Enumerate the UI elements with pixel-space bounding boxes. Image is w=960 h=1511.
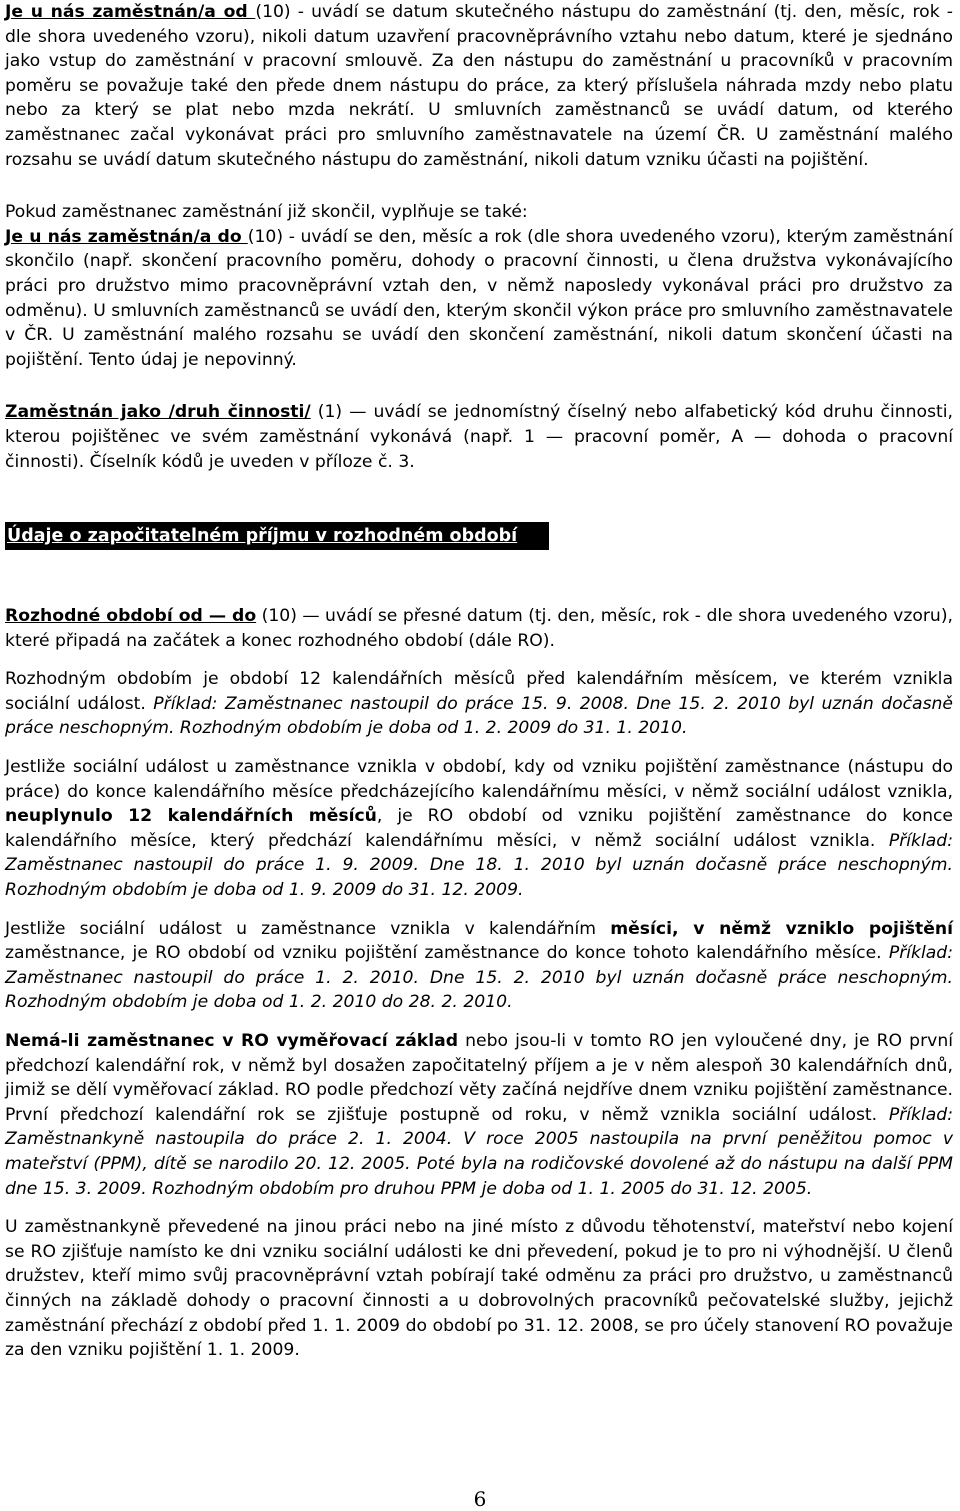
paragraph-no-assessment-base bbox=[5, 1029, 953, 1201]
paragraph-less-than-12-months bbox=[5, 755, 953, 903]
no-assessment-base-bold: Nemá-li zaměstnanec v RO vyměřovací základ bbox=[5, 1031, 459, 1051]
paragraph-decisive-period-definition bbox=[5, 667, 953, 741]
paragraph-employment-ended-intro bbox=[5, 200, 953, 225]
transferred-employee-text: U zaměstnankyně převedené na jinou práci nebo na jiné místo z důvodu těhotenství, mateřství nebo kojení se RO zjišťuje namísto ke dni vzniku sociální události ke dni převedení, pokud je to pro ni výhodnější. U členů družstev, kteří mimo svůj pracovněprávní vztah pobírají také odměnu za práci pro družstvo, u zaměstnanců činných na základě dohody o pracovní činnosti a u dobrovolných pracovníků pečovatelské služby, jejichž zaměstnání přechází z období před 1. 1. 2009 do období po 31. 12. 2008, se pro účely stanovení RO považuje za den vzniku pojištění 1. 1. 2009. bbox=[5, 1217, 953, 1361]
term-employed-until: Je u nás zaměstnán/a do bbox=[5, 226, 248, 247]
document-page bbox=[5, 0, 953, 1363]
definition-example: Příklad: Zaměstnanec nastoupil do práce 15. 9. 2008. Dne 15. 2. 2010 byl uznán dočasně práce neschopným. Rozhodným obdobím je doba od 1. 2. 2009 do 31. 1. 2010. bbox=[5, 693, 953, 739]
same-month-text-b: zaměstnance, je RO období od vzniku pojištění zaměstnance do konce tohoto kalendářního měsíce. bbox=[5, 943, 889, 964]
less-than-12-bold: neuplynulo 12 kalendářních měsíců bbox=[5, 806, 377, 827]
same-month-text-a: Jestliže sociální událost u zaměstnance vznikla v kalendářním bbox=[5, 918, 611, 939]
employed-from-text: (10) - uvádí se datum skutečného nástupu do zaměstnání (tj. den, měsíc, rok - dle shora uvedeného vzoru), nikoli datum uzavření pracovněprávního vztahu nebo datum, které je sjednáno jako vstup do zaměstnání v pracovní smlouvě. Za den nástupu do zaměstnání u pracovníků v pracovním poměru se považuje také den přede dnem nástupu do práce, za který příslušela náhrada mzdy nebo platu nebo za který se plat nebo mzda nekrátí. U smluvních zaměstnanců se uvádí datum, od kterého zaměstnanec začal vykonávat práci pro smluvního zaměstnavatele na území ČR. U zaměstnání malého rozsahu se uvádí datum skutečného nástupu do zaměstnání, nikoli datum vzniku účasti na pojištění. bbox=[5, 2, 953, 170]
paragraph-activity-type bbox=[5, 400, 953, 474]
employment-ended-intro: Pokud zaměstnanec zaměstnání již skončil, vyplňuje se také: bbox=[5, 202, 528, 223]
term-decisive-period: Rozhodné období od — do bbox=[5, 606, 257, 627]
term-activity-type: Zaměstnán jako /druh činnosti/ bbox=[5, 402, 311, 423]
term-employed-from: Je u nás zaměstnán/a od bbox=[5, 2, 256, 22]
no-assessment-base-text: nebo jsou-li v tomto RO jen vyloučené dny, je RO první předchozí kalendářní rok, v němž byl dosažen započitatelný příjem a je v něm alespoň 30 kalendářních dnů, jimiž se dělí vyměřovací základ. RO podle předchozí věty začíná nejdříve dnem vzniku pojištění zaměstnance. První předchozí kalendářní rok se zjišťuje postupně od roku, v němž vznikla sociální událost. bbox=[5, 1031, 953, 1125]
paragraph-employed-from bbox=[5, 0, 953, 172]
employed-until-text: (10) - uvádí se den, měsíc a rok (dle shora uvedeného vzoru), kterým zaměstnání skončilo (např. skončení pracovního poměru, dohody o pracovní činnosti, u člena družstva vykonávajícího práci pro družstvo mimo pracovněprávní vztah den, v němž naposledy vykonával práci pro družstvo za odměnu). U smluvních zaměstnanců se uvádí den, kterým skončil výkon práce pro smluvního zaměstnavatele v ČR. U zaměstnání malého rozsahu se uvádí den skončení zaměstnání, nikoli datum skončení účasti na pojištění. Tento údaj je nepovinný. bbox=[5, 226, 953, 370]
less-than-12-text-a: Jestliže sociální událost u zaměstnance vznikla v období, kdy od vzniku pojištění zaměstnance (nástupu do práce) do konce kalendářního měsíce předcházejícího kalendářnímu měsíci, v němž sociální událost vznikla, bbox=[5, 757, 953, 802]
definition-text: Rozhodným obdobím je období 12 kalendářních měsíců před kalendářním měsícem, ve kterém vznikla sociální událost. bbox=[5, 669, 953, 714]
decisive-period-text: (10) — uvádí se přesné datum (tj. den, měsíc, rok - dle shora uvedeného vzoru), které připadá na začátek a konec rozhodného období (dále RO). bbox=[5, 606, 953, 651]
same-month-bold: měsíci, v němž vzniklo pojištění bbox=[610, 918, 953, 939]
no-assessment-base-example: Příklad: Zaměstnankyně nastoupila do práce 2. 1. 2004. V roce 2005 nastoupila na první peněžitou pomoc v mateřství (PPM), dítě se narodilo 20. 12. 2005. Poté byla na rodičovské dovolené až do nástupu na další PPM dne 15. 3. 2009. Rozhodným obdobím pro druhou PPM je doba od 1. 1. 2005 do 31. 12. 2005. bbox=[5, 1104, 953, 1199]
less-than-12-example: Příklad: Zaměstnanec nastoupil do práce 1. 9. 2009. Dne 18. 1. 2010 byl uznán dočasně práce neschopným. Rozhodným obdobím je doba od 1. 9. 2009 do 31. 12. 2009. bbox=[5, 830, 953, 901]
paragraph-same-month bbox=[5, 917, 953, 1015]
less-than-12-text-b: , je RO období od vzniku pojištění zaměstnance do konce kalendářního měsíce, který předchází kalendářnímu měsíci, v němž sociální událost vznikla. bbox=[5, 806, 953, 851]
paragraph-transferred-employee bbox=[5, 1215, 953, 1363]
page-number: 6 bbox=[473, 1487, 487, 1511]
paragraph-decisive-period bbox=[5, 604, 953, 653]
activity-type-text: (1) — uvádí se jednomístný číselný nebo alfabetický kód druhu činnosti, kterou pojištěnec ve svém zaměstnání vykonává (např. 1 — pracovní poměr, A — dohoda o pracovní činnosti). Číselník kódů je uveden v příloze č. 3. bbox=[5, 402, 954, 472]
paragraph-employed-until bbox=[5, 225, 953, 373]
section-heading bbox=[5, 522, 549, 550]
same-month-example: Příklad: Zaměstnanec nastoupil do práce 1. 2. 2010. Dne 15. 2. 2010 byl uznán dočasně práce neschopným. Rozhodným obdobím je doba od 1. 2. 2010 do 28. 2. 2010. bbox=[5, 943, 953, 1013]
section-heading-text: Údaje o započitatelném příjmu v rozhodném období bbox=[7, 526, 518, 547]
